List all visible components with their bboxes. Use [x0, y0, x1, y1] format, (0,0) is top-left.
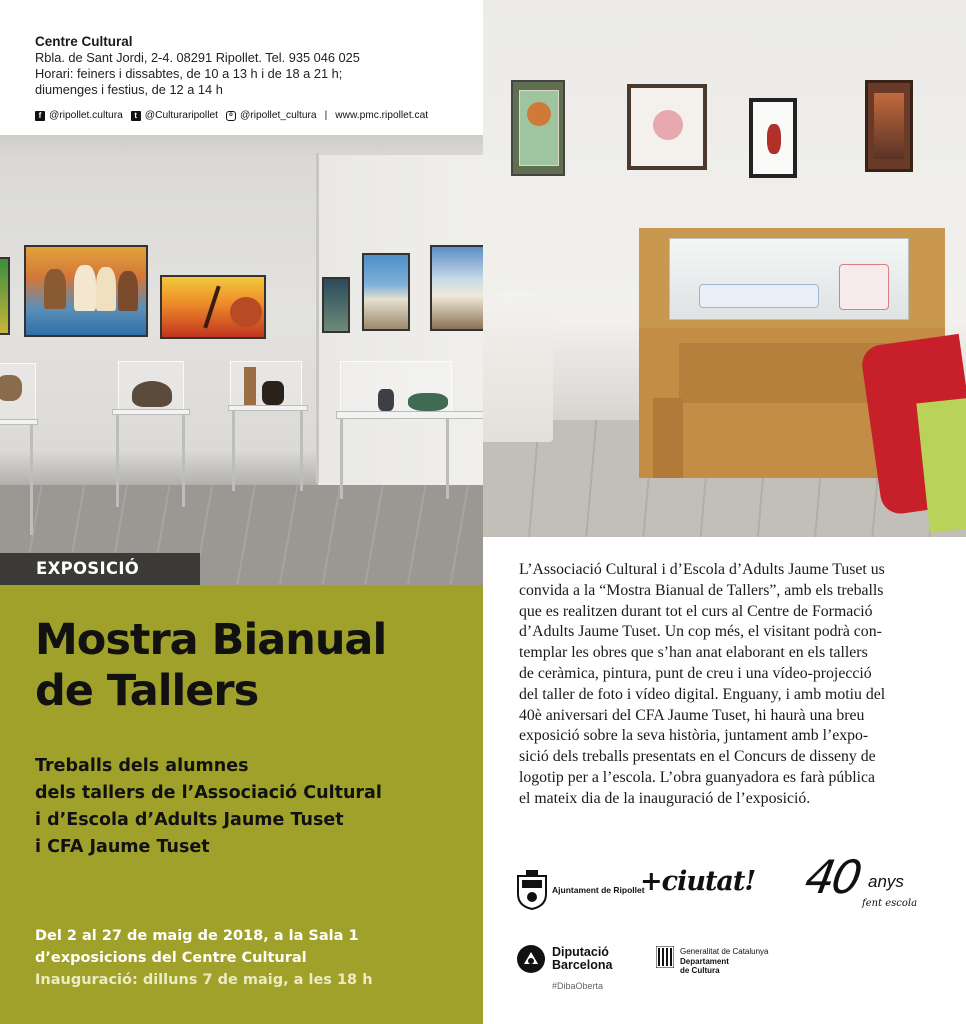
- generalitat-line-1: Generalitat de Catalunya: [680, 947, 769, 956]
- generalitat-line-3: de Cultura: [680, 966, 720, 975]
- framed-cross-stitch: [627, 84, 707, 170]
- description-line: logotip per a l’escola. L’obra guanyadora es farà pública: [519, 768, 876, 786]
- painting-horses: [24, 245, 148, 337]
- website-link[interactable]: www.pmc.ripollet.cat: [335, 110, 429, 121]
- diputacio-line-1: Diputació: [552, 945, 609, 959]
- framed-portrait: [865, 80, 913, 172]
- subtitle-line: dels tallers de l’Associació Cultural: [35, 783, 382, 803]
- instagram-icon: o: [226, 111, 236, 121]
- generalitat-line-2: Departament: [680, 956, 729, 966]
- title-line-1: Mostra Bianual: [35, 615, 387, 665]
- twitter-icon: t: [131, 111, 141, 121]
- subtitle-line: i d’Escola d’Adults Jaume Tuset: [35, 810, 344, 830]
- diputacio-emblem-icon: [516, 944, 546, 974]
- description-line: exposició sobre la seva història, juntament amb l’expo-: [519, 727, 869, 745]
- dates-line: Del 2 al 27 de maig de 2018, a la Sala 1: [35, 928, 359, 944]
- description-line: 40è aniversari del CFA Jaume Tuset, hi haurà una breu: [519, 706, 865, 724]
- facebook-link[interactable]: @ripollet.cultura: [49, 110, 123, 121]
- description-line: el mateix dia de la inauguració de l’exposició.: [519, 789, 811, 807]
- exhibition-subtitle: [35, 753, 382, 861]
- forty-years-number: 40: [801, 850, 864, 904]
- ciutat-logo: +ciutat!: [640, 866, 756, 897]
- framed-flowers: [511, 80, 565, 176]
- ajuntament-logo: [516, 870, 548, 914]
- diputacio-logo: [516, 944, 546, 978]
- framed-small: [749, 98, 797, 178]
- twitter-link[interactable]: @Culturaripollet: [144, 110, 218, 121]
- exhibition-description: [519, 560, 939, 810]
- facebook-icon: f: [35, 111, 45, 121]
- description-line: que es realitzen durant tot el curs al Centre de Formació: [519, 602, 873, 620]
- forty-years-slogan: fent escola: [862, 898, 918, 909]
- exhibition-dates: [35, 925, 373, 991]
- description-line: convida a la “Mostra Bianual de Tallers”, amb els treballs: [519, 581, 884, 599]
- inauguration-line: Inauguració: dilluns 7 de maig, a les 18 h: [35, 972, 373, 988]
- diba-hashtag: #DibaOberta: [552, 981, 604, 991]
- title-panel: [0, 585, 483, 1024]
- exhibition-title: [35, 615, 386, 717]
- generalitat-logo: [656, 946, 674, 972]
- diputacio-line-2: Barcelona: [552, 958, 613, 972]
- gallery-photo-left: [0, 135, 483, 585]
- venue-address: Rbla. de Sant Jordi, 2-4. 08291 Ripollet. Tel. 935 046 025: [35, 50, 360, 65]
- painting-village: [362, 253, 410, 331]
- ripollet-shield-icon: [516, 870, 548, 910]
- subtitle-line: i CFA Jaume Tuset: [35, 837, 210, 857]
- description-line: d’Adults Jaume Tuset. Un cop més, el visitant podrà con-: [519, 623, 882, 641]
- venue-hours-holidays: diumenges i festius, de 12 a 14 h: [35, 82, 223, 97]
- painting-portrait: [322, 277, 350, 333]
- dates-line: d’exposicions del Centre Cultural: [35, 950, 307, 966]
- forty-years-anys: anys: [868, 872, 904, 891]
- description-line: del taller de foto i vídeo digital. Enguany, i amb motiu del: [519, 685, 886, 703]
- subtitle-line: Treballs dels alumnes: [35, 756, 249, 776]
- diputacio-text: [552, 946, 612, 972]
- title-line-2: de Tallers: [35, 666, 259, 716]
- description-line: sició dels treballs presentats en el Concurs de disseny de: [519, 748, 876, 766]
- exhibition-badge: EXPOSICIÓ: [0, 553, 200, 585]
- venue-hours-weekdays: Horari: feiners i dissabtes, de 10 a 13 h i de 18 a 21 h;: [35, 66, 343, 81]
- description-line: templar les obres que s’han anat elaborant en els tallers: [519, 644, 868, 662]
- painting: [0, 257, 10, 335]
- instagram-link[interactable]: @ripollet_cultura: [239, 110, 317, 121]
- generalitat-flag-icon: [656, 946, 674, 968]
- generalitat-text: [680, 947, 769, 976]
- painting-coast: [430, 245, 483, 331]
- embroidered-tablecloth: [483, 292, 553, 442]
- social-links: [35, 110, 428, 121]
- painting-sunset: [160, 275, 266, 339]
- separator: |: [324, 110, 328, 121]
- description-line: de ceràmica, pintura, punt de creu i una vídeo-projecció: [519, 664, 872, 682]
- gallery-photo-right: [483, 0, 966, 537]
- venue-name: Centre Cultural: [35, 34, 133, 49]
- description-line: L’Associació Cultural i d’Escola d’Adults Jaume Tuset us: [519, 561, 885, 578]
- ajuntament-text: Ajuntament de Ripollet: [552, 885, 645, 895]
